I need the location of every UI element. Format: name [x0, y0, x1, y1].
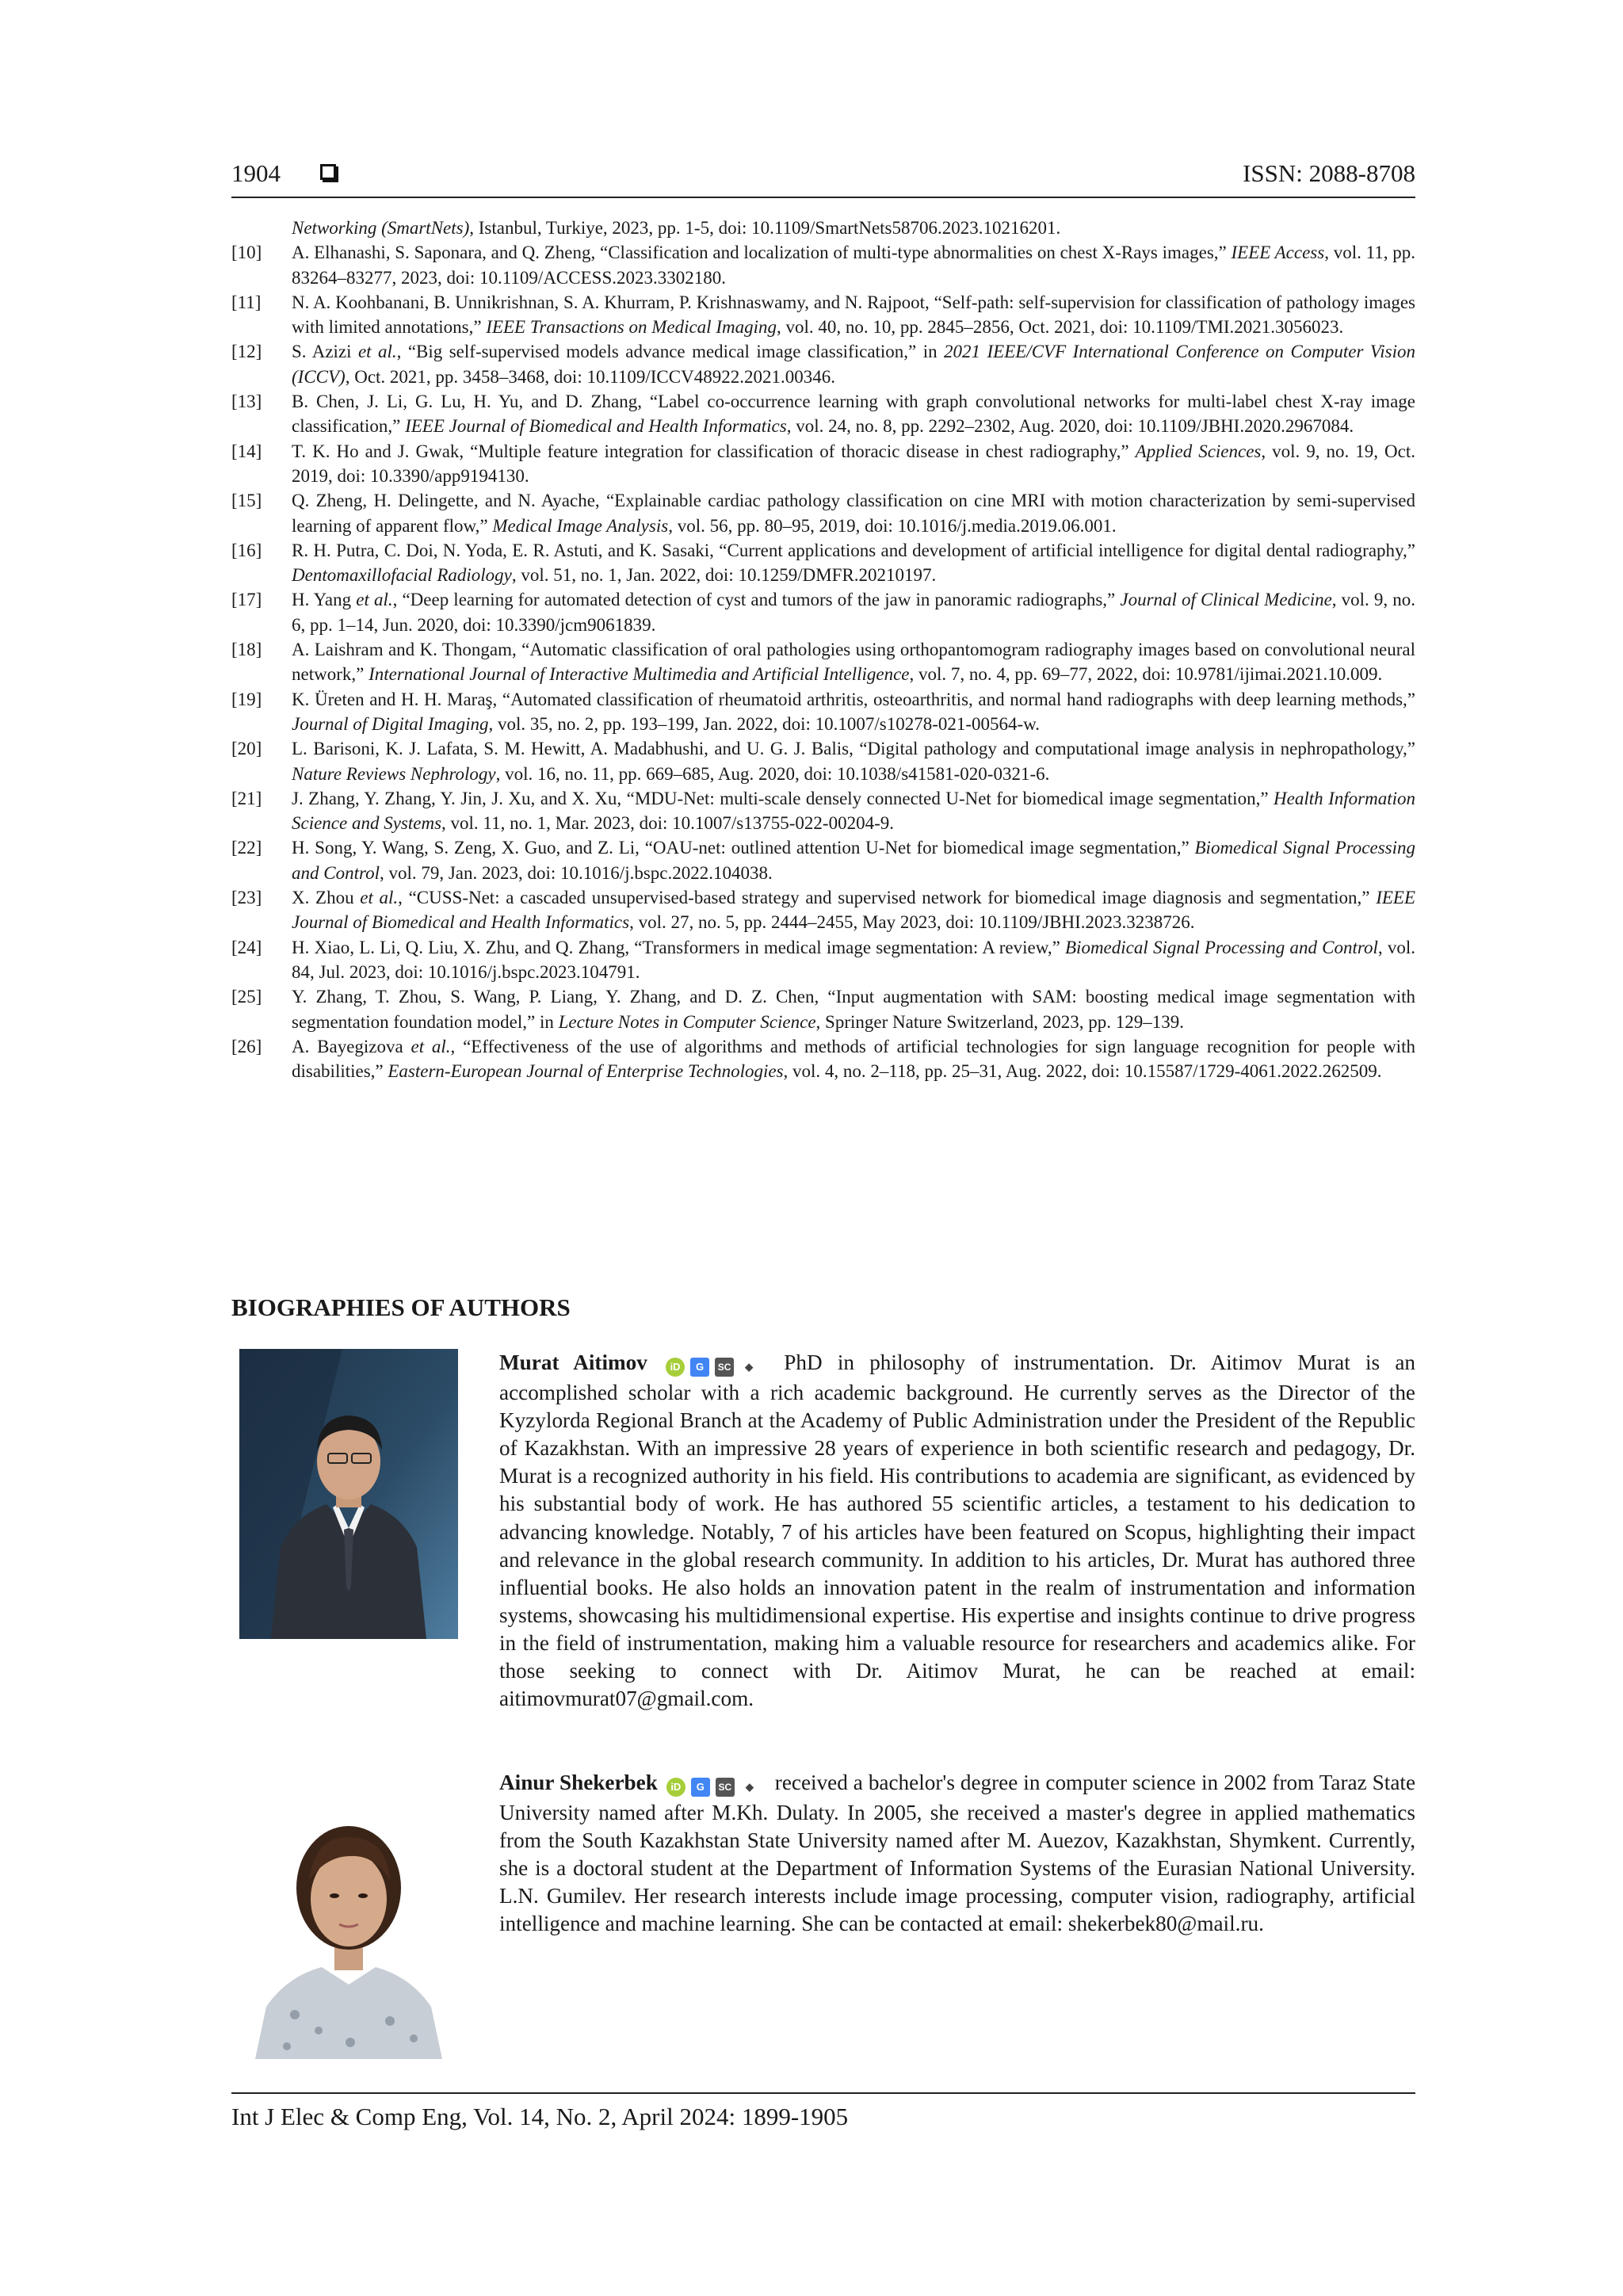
- reference-text: J. Zhang, Y. Zhang, Y. Jin, J. Xu, and X. Xu, “MDU-Net: multi-scale densely connected U-Net for biomedical image segmentation,” Health Information Science and Systems, vol. 11, no. 1, Mar. 2023, doi: 10.1007/s13755-022-00204-9.: [292, 788, 1415, 834]
- sc-icon[interactable]: SC: [716, 1778, 735, 1797]
- google-scholar-icon[interactable]: G: [691, 1778, 710, 1797]
- reference-item: [231, 339, 1415, 389]
- author-photo-ainur-shekerbek: [239, 1769, 458, 2059]
- reference-number: [24]: [231, 937, 262, 957]
- reference-item: [231, 538, 1415, 588]
- author-bio-text: [499, 1349, 1415, 1713]
- page-header: [231, 155, 1415, 192]
- biographies-heading: BIOGRAPHIES OF AUTHORS: [231, 1293, 571, 1321]
- reference-item: [231, 885, 1415, 935]
- reference-text: Q. Zheng, H. Delingette, and N. Ayache, “Explainable cardiac pathology classification on cine MRI with motion characterization by semi-supervised learning of apparent flow,” Medical Image Analysis, vol. 56, pp. 80–95, 2019, doi: 10.1016/j.media.2019.06.001.: [292, 491, 1415, 536]
- reference-number: [17]: [231, 590, 262, 610]
- reference-item: [231, 389, 1415, 439]
- scopus-icon[interactable]: ◆: [745, 1780, 754, 1793]
- author-name: Murat Aitimov: [499, 1350, 647, 1374]
- reference-number: [18]: [231, 640, 262, 660]
- author-bio: received a bachelor's degree in computer science in 2002 from Taraz State University named after M.Kh. Dulaty. In 2005, she received a master's degree in applied mathematics from the South Kazakhstan State University named after M. Auezov, Kazakhstan, Shymkent. Currently, she is a doctoral student at the Department of Information Systems of the Eurasian National University. L.N. Gumilev. Her research interests include image processing, computer vision, radiography, artificial intelligence and machine learning. She can be contacted at email: shekerbek80@mail.ru.: [499, 1771, 1416, 1936]
- reference-text: H. Xiao, L. Li, Q. Liu, X. Zhu, and Q. Zhang, “Transformers in medical image segmentation: A review,” Biomedical Signal Processing and Control, vol. 84, Jul. 2023, doi: 10.1016/j.bspc.2023.104791.: [292, 937, 1415, 982]
- footer-rule: [231, 2092, 1415, 2094]
- reference-number: [13]: [231, 392, 262, 412]
- reference-item: [231, 736, 1415, 786]
- reference-number: [20]: [231, 739, 262, 759]
- reference-text: A. Bayegizova et al., “Effectiveness of the use of algorithms and methods of artificial technologies for sign language recognition for people with disabilities,” Eastern-European Journal of Enterprise Technologies, vol. 4, no. 2–118, pp. 25–31, Aug. 2022, doi: 10.15587/1729-4061.2022.262509.: [292, 1036, 1415, 1082]
- reference-number: [22]: [231, 838, 262, 858]
- reference-item: [231, 488, 1415, 538]
- reference-text: R. H. Putra, C. Doi, N. Yoda, E. R. Astuti, and K. Sasaki, “Current applications and development of artificial intelligence for digital dental radiography,” Dentomaxillofacial Radiology, vol. 51, no. 1, Jan. 2022, doi: 10.1259/DMFR.20210197.: [292, 540, 1415, 586]
- reference-number: [23]: [231, 888, 262, 908]
- scopus-icon[interactable]: ◆: [745, 1360, 754, 1373]
- reference-item: [231, 984, 1415, 1034]
- reference-number: [21]: [231, 788, 262, 808]
- author-name: Ainur Shekerbek: [499, 1771, 658, 1794]
- reference-text: S. Azizi et al., “Big self-supervised models advance medical image classification,” in 2021 IEEE/CVF International Conference on Computer Vision (ICCV), Oct. 2021, pp. 3458–3468, doi: 10.1109/ICCV48922.2021.00346.: [292, 342, 1415, 387]
- reference-item: [231, 290, 1415, 340]
- page-footer: Int J Elec & Comp Eng, Vol. 14, No. 2, April 2024: 1899-1905: [231, 2103, 849, 2130]
- reference-text: L. Barisoni, K. J. Lafata, S. M. Hewitt, A. Madabhushi, and U. G. J. Balis, “Digital pathology and computational image analysis in nephropathology,” Nature Reviews Nephrology, vol. 16, no. 11, pp. 669–685, Aug. 2020, doi: 10.1038/s41581-020-0321-6.: [292, 739, 1415, 784]
- reference-text: Networking (SmartNets), Istanbul, Turkiye, 2023, pp. 1-5, doi: 10.1109/SmartNets58706.2023.10216201.: [292, 218, 1061, 238]
- reference-item: [231, 637, 1415, 687]
- author-profile-icons: [666, 1351, 764, 1379]
- google-scholar-icon[interactable]: G: [690, 1358, 709, 1377]
- reference-item: [231, 687, 1415, 737]
- author-photo-murat-aitimov: [239, 1349, 458, 1639]
- reference-number: [25]: [231, 987, 262, 1007]
- reference-text: T. K. Ho and J. Gwak, “Multiple feature integration for classification of thoracic disease in chest radiography,” Applied Sciences, vol. 9, no. 19, Oct. 2019, doi: 10.3390/app9194130.: [292, 441, 1415, 486]
- reference-text: N. A. Koohbanani, B. Unnikrishnan, S. A. Khurram, P. Krishnaswamy, and N. Rajpoot, “Self-path: self-supervision for classification of pathology images with limited annotations,” IEEE Transactions on Medical Imaging, vol. 40, no. 10, pp. 2845–2856, Oct. 2021, doi: 10.1109/TMI.2021.3056023.: [292, 292, 1415, 338]
- reference-number: [15]: [231, 491, 262, 511]
- reference-text: Y. Zhang, T. Zhou, S. Wang, P. Liang, Y. Zhang, and D. Z. Chen, “Input augmentation with SAM: boosting medical image segmentation with segmentation foundation model,” in Lecture Notes in Computer Science, Springer Nature Switzerland, 2023, pp. 129–139.: [292, 987, 1415, 1032]
- reference-item: [231, 786, 1415, 836]
- author-bio-text: [499, 1769, 1415, 1939]
- reference-number: [11]: [231, 292, 262, 312]
- page-number: 1904: [231, 159, 281, 187]
- reference-item: [231, 935, 1415, 985]
- references-list: [231, 216, 1415, 1083]
- reference-item: [231, 240, 1415, 290]
- reference-text: H. Song, Y. Wang, S. Zeng, X. Guo, and Z. Li, “OAU-net: outlined attention U-Net for biomedical image segmentation,” Biomedical Signal Processing and Control, vol. 79, Jan. 2023, doi: 10.1016/j.bspc.2022.104038.: [292, 838, 1415, 883]
- reference-number: [26]: [231, 1036, 262, 1056]
- reference-item: [231, 1034, 1415, 1084]
- author-profile-icons: [666, 1771, 765, 1799]
- reference-number: [19]: [231, 689, 262, 709]
- header-rule: [231, 197, 1415, 198]
- reference-item: [231, 587, 1415, 637]
- reference-item: [231, 216, 1415, 240]
- reference-text: X. Zhou et al., “CUSS-Net: a cascaded unsupervised-based strategy and supervised network for biomedical image diagnosis and segmentation,” IEEE Journal of Biomedical and Health Informatics, vol. 27, no. 5, pp. 2444–2455, May 2023, doi: 10.1109/JBHI.2023.3238726.: [292, 888, 1415, 933]
- reference-text: A. Elhanashi, S. Saponara, and Q. Zheng, “Classification and localization of multi-type abnormalities on chest X-Rays images,” IEEE Access, vol. 11, pp. 83264–83277, 2023, doi: 10.1109/ACCESS.2023.3302180.: [292, 243, 1415, 288]
- reference-number: [16]: [231, 540, 262, 560]
- orcid-icon[interactable]: iD: [666, 1778, 685, 1797]
- reference-item: [231, 439, 1415, 489]
- reference-item: [231, 835, 1415, 885]
- issn-label: ISSN: 2088-8708: [1243, 159, 1415, 187]
- square-bullet-icon: [320, 164, 336, 180]
- reference-text: A. Laishram and K. Thongam, “Automatic classification of oral pathologies using orthopantomogram radiography images based on convolutional neural network,” International Journal of Interactive Multimedia and Artificial Intelligence, vol. 7, no. 4, pp. 69–77, 2022, doi: 10.9781/ijimai.2021.10.009.: [292, 640, 1415, 685]
- orcid-icon[interactable]: iD: [666, 1358, 685, 1377]
- reference-text: B. Chen, J. Li, G. Lu, H. Yu, and D. Zhang, “Label co-occurrence learning with graph convolutional networks for multi-label chest X-ray image classification,” IEEE Journal of Biomedical and Health Informatics, vol. 24, no. 8, pp. 2292–2302, Aug. 2020, doi: 10.1109/JBHI.2020.2967084.: [292, 392, 1415, 437]
- reference-text: H. Yang et al., “Deep learning for automated detection of cyst and tumors of the jaw in panoramic radiographs,” Journal of Clinical Medicine, vol. 9, no. 6, pp. 1–14, Jun. 2020, doi: 10.3390/jcm9061839.: [292, 590, 1416, 635]
- reference-text: K. Üreten and H. H. Maraş, “Automated classification of rheumatoid arthritis, osteoarthritis, and normal hand radiographs with deep learning methods,” Journal of Digital Imaging, vol. 35, no. 2, pp. 193–199, Jan. 2022, doi: 10.1007/s10278-021-00564-w.: [292, 689, 1415, 734]
- reference-number: [12]: [231, 342, 262, 362]
- sc-icon[interactable]: SC: [715, 1358, 734, 1377]
- reference-number: [10]: [231, 243, 262, 263]
- reference-number: [14]: [231, 441, 262, 461]
- author-bio: PhD in philosophy of instrumentation. Dr. Aitimov Murat is an accomplished scholar with a rich academic background. He currently serves as the Director of the Kyzylorda Regional Branch at the Academy of Public Administration under the President of the Republic of Kazakhstan. With an impressive 28 years of experience in both scientific research and pedagogy, Dr. Murat is a recognized authority in his field. His contributions to academia are significant, as evidenced by his substantial body of work. He has authored 55 scientific articles, a testament to his dedication to advancing knowledge. Notably, 7 of his articles have been featured on Scopus, highlighting their impact and relevance in the global research community. In addition to his articles, Dr. Murat has authored three influential books. He also holds an innovation patent in the realm of instrumentation and information systems, showcasing his multidimensional expertise. His expertise and insights continue to drive progress in the field of instrumentation, making him a valuable resource for researchers and academics alike. For those seeking to connect with Dr. Aitimov Murat, he can be reached at email: aitimovmurat07@gmail.com.: [499, 1350, 1415, 1711]
